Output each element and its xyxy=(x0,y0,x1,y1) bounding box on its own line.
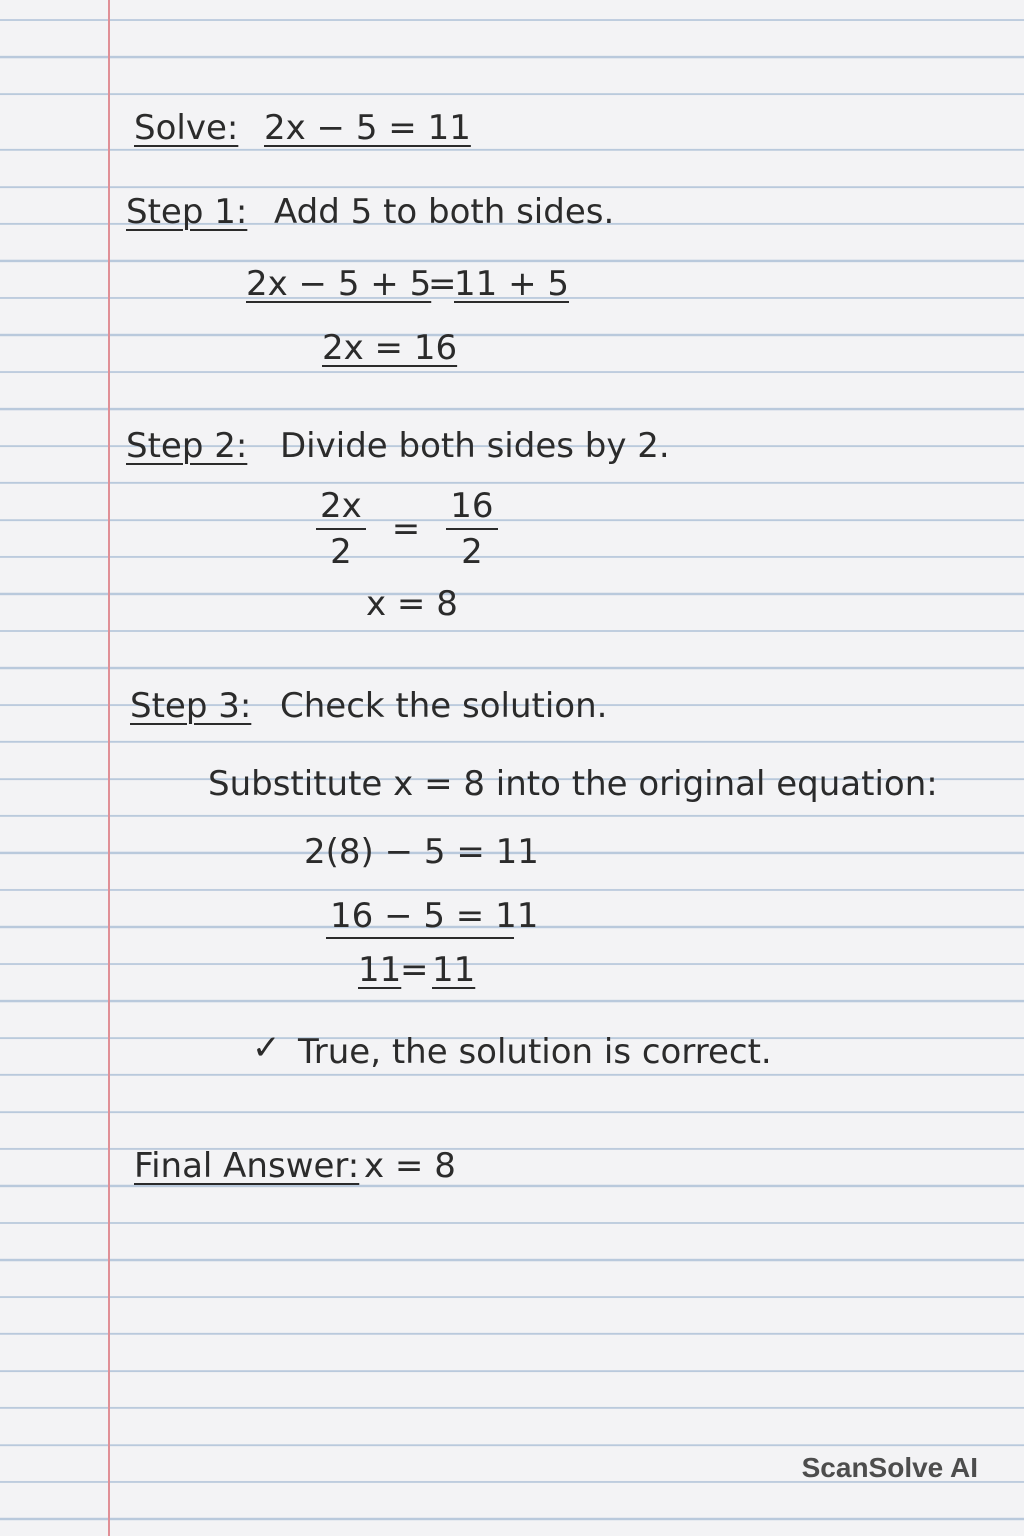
step-1-equation-left: 2x − 5 + 5 xyxy=(246,264,432,304)
step-1-equation-equals: = xyxy=(428,264,457,304)
left-denominator: 2 xyxy=(330,532,352,572)
substitute-instruction: Substitute x = 8 into the original equation: xyxy=(208,764,938,804)
step-2-fraction-equation xyxy=(316,486,498,572)
solve-label: Solve: xyxy=(134,108,239,148)
checkmark-icon: ✓ xyxy=(252,1028,281,1068)
check-line-3-right: 11 xyxy=(432,950,476,990)
final-answer-label: Final Answer: xyxy=(134,1146,360,1186)
check-line-1: 2(8) − 5 = 11 xyxy=(304,832,539,872)
fraction-equals: = xyxy=(391,509,421,549)
step-1-label: Step 1: xyxy=(126,192,248,232)
check-line-3-equals: = xyxy=(400,950,429,990)
step-2-text: Divide both sides by 2. xyxy=(280,426,670,466)
left-fraction xyxy=(316,486,366,572)
left-numerator: 2x xyxy=(316,486,366,530)
step-1-result: 2x = 16 xyxy=(322,328,458,368)
step-3-label: Step 3: xyxy=(130,686,252,726)
step-1-text: Add 5 to both sides. xyxy=(274,192,615,232)
check-line-3-left: 11 xyxy=(358,950,402,990)
verdict-text: True, the solution is correct. xyxy=(298,1032,772,1072)
right-denominator: 2 xyxy=(461,532,483,572)
check-divider xyxy=(326,937,514,939)
notebook-margin-line xyxy=(108,0,110,1536)
problem-equation: 2x − 5 = 11 xyxy=(264,108,471,148)
step-2-result: x = 8 xyxy=(366,584,458,624)
step-3-text: Check the solution. xyxy=(280,686,608,726)
right-numerator: 16 xyxy=(446,486,497,530)
step-1-equation-right: 11 + 5 xyxy=(454,264,569,304)
final-answer-value: x = 8 xyxy=(364,1146,456,1186)
step-2-label: Step 2: xyxy=(126,426,248,466)
right-fraction xyxy=(446,486,497,572)
check-line-2: 16 − 5 = 11 xyxy=(330,896,539,936)
brand-watermark: ScanSolve AI xyxy=(801,1452,978,1483)
